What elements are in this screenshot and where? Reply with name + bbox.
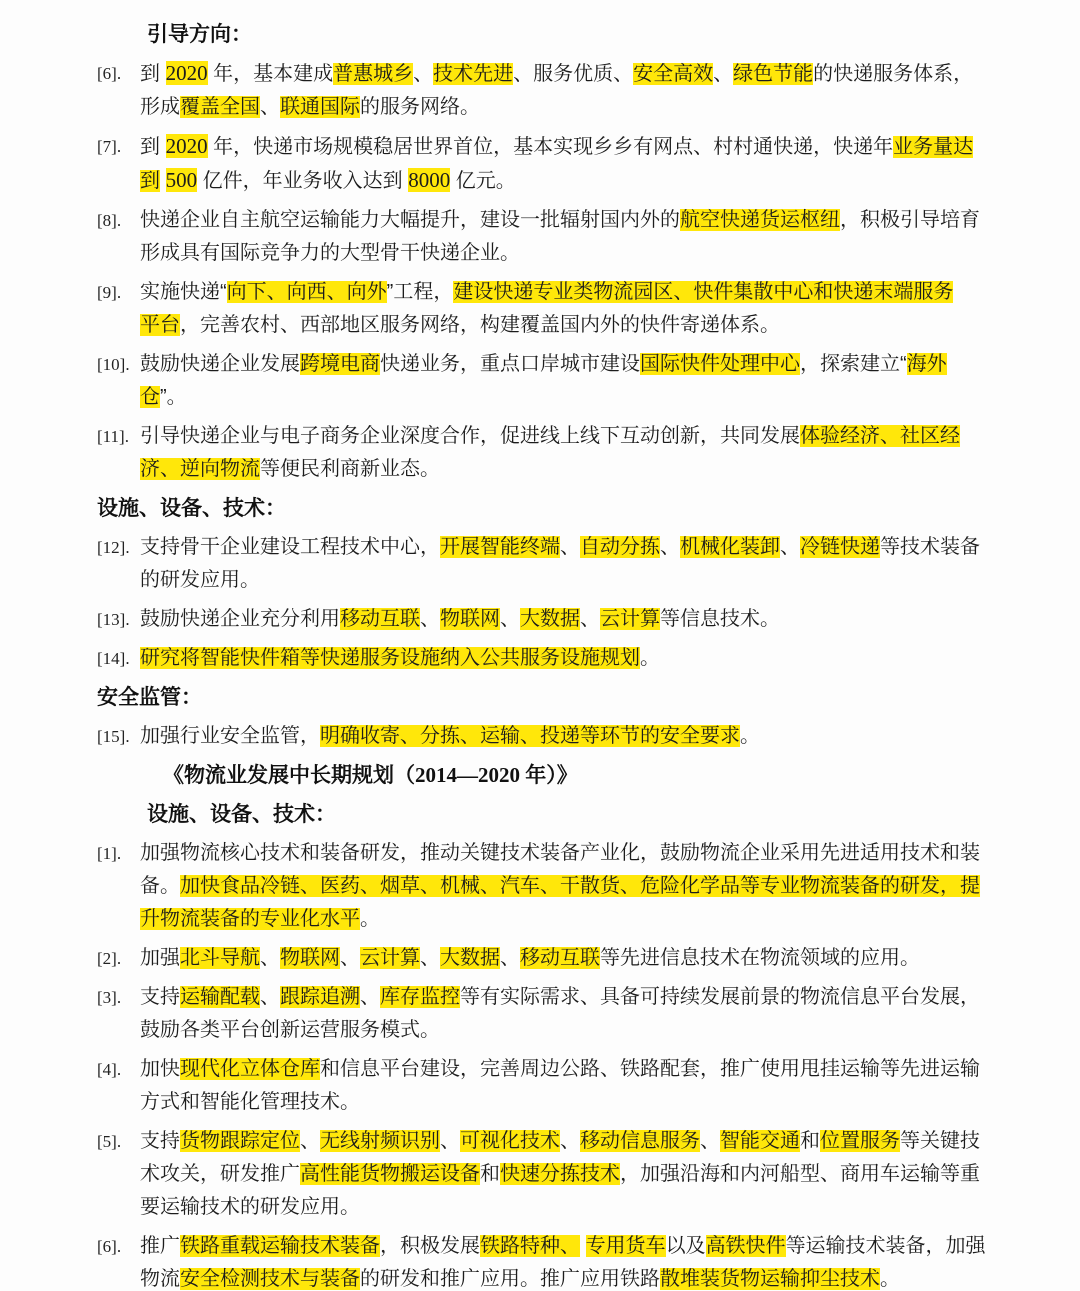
- item-text: [140, 642, 1010, 675]
- highlighted-text: 云计算: [600, 608, 660, 630]
- highlighted-text: 散堆装货物运输抑尘技术: [660, 1268, 880, 1290]
- highlighted-text: 技术先进: [433, 63, 514, 85]
- item-text: [140, 204, 1010, 270]
- item-text: [140, 57, 1010, 124]
- item-number: [7].: [97, 137, 122, 156]
- highlighted-text: 大数据: [520, 608, 580, 630]
- highlighted-text: 8000: [408, 168, 451, 192]
- text-line: [140, 903, 1010, 936]
- highlighted-text: 航空快递货运枢纽: [680, 209, 840, 231]
- highlighted-text: 海外: [906, 353, 947, 375]
- item-number: [3].: [97, 988, 122, 1007]
- highlighted-text: 位置服务: [820, 1130, 900, 1152]
- highlighted-text: 跨境电商: [300, 353, 380, 375]
- text: 备。: [140, 875, 180, 897]
- text: 要运输技术的研发应用。: [140, 1196, 360, 1218]
- text-line: [140, 603, 1010, 636]
- text-line: [140, 381, 1010, 414]
- text-line: [140, 1158, 1010, 1191]
- text: 鼓励各类平台创新运营服务模式。: [140, 1019, 440, 1041]
- text-line: [140, 57, 1010, 91]
- highlighted-text: 大数据: [440, 947, 500, 969]
- text: 的研发应用。: [140, 569, 260, 591]
- text-line: [140, 642, 1010, 675]
- document-body: [97, 18, 1010, 1291]
- list-item: [97, 720, 1010, 753]
- text: 等便民利商新业态。: [260, 458, 440, 480]
- text: 和: [480, 1163, 500, 1185]
- text-line: [140, 453, 1010, 486]
- text-line: [140, 164, 1010, 198]
- text-line: [140, 1014, 1010, 1047]
- item-text: [140, 720, 1010, 753]
- item-text: [140, 1053, 1010, 1119]
- text: 年，快递市场规模稳居世界首位，基本实现乡乡有网点、村村通快递，快递年: [207, 136, 894, 158]
- text-line: [140, 837, 1010, 870]
- text-line: [140, 1086, 1010, 1119]
- highlighted-text: 国际快件处理中心: [640, 353, 800, 375]
- highlighted-text: 移动信息服务: [580, 1130, 700, 1152]
- text: 、: [700, 1130, 720, 1152]
- highlighted-text: 济、逆向物流: [140, 458, 260, 480]
- text-line: [140, 348, 1010, 381]
- text-line: [140, 91, 1010, 124]
- highlighted-text: 体验经济、社区经: [800, 425, 960, 447]
- item-number: [5].: [97, 1132, 122, 1151]
- text: 、: [580, 608, 600, 630]
- list-item: [97, 57, 1010, 124]
- text: 等先进信息技术在物流领域的应用。: [600, 947, 920, 969]
- highlighted-text: 机械化装卸: [680, 536, 780, 558]
- item-text: [140, 981, 1010, 1047]
- text: 等技术装备: [880, 536, 980, 558]
- text-line: [140, 720, 1010, 753]
- item-number: [6].: [97, 1237, 122, 1256]
- highlighted-text: 覆盖全国: [180, 96, 260, 118]
- highlighted-text: 联通国际: [280, 96, 360, 118]
- text: ，加强沿海和内河船型、商用车运输等重: [620, 1163, 980, 1185]
- text: 支持骨干企业建设工程技术中心，: [140, 536, 440, 558]
- text-line: [140, 870, 1010, 903]
- text: 等关键技: [900, 1130, 980, 1152]
- section-heading: 设施、设备、技术：: [97, 497, 286, 520]
- text: 、: [260, 96, 280, 118]
- text-line: [140, 237, 1010, 270]
- item-text: [140, 276, 1010, 342]
- highlighted-text: 升物流装备的专业化水平: [140, 908, 360, 930]
- text-line: [140, 309, 1010, 342]
- text-line: [140, 942, 1010, 975]
- item-text: [140, 603, 1010, 636]
- text: 的快递服务体系，: [813, 63, 974, 85]
- highlighted-text: 移动互联: [340, 608, 420, 630]
- highlighted-text: 500: [165, 168, 198, 192]
- list-item: [97, 642, 1010, 675]
- highlighted-text: 研究将智能快件箱等快递服务设施纳入公共服务设施规划: [140, 647, 640, 669]
- text: 形成: [140, 96, 180, 118]
- text: 、: [360, 986, 380, 1008]
- highlighted-text: 自动分拣: [580, 536, 660, 558]
- text: 的服务网络。: [360, 96, 480, 118]
- item-number: [14].: [97, 649, 130, 668]
- item-number: [15].: [97, 727, 130, 746]
- text: 、: [300, 1130, 320, 1152]
- text-line: [140, 1053, 1010, 1086]
- highlighted-text: 普惠城乡: [333, 63, 414, 85]
- text: 等有实际需求、具备可持续发展前景的物流信息平台发展，: [460, 986, 980, 1008]
- highlighted-text: 2020: [165, 134, 208, 158]
- text: 以及: [665, 1235, 706, 1257]
- text: 。: [880, 1268, 900, 1290]
- text: 的研发和推广应用。推广应用铁路: [360, 1268, 660, 1290]
- item-number: [12].: [97, 538, 130, 557]
- text: ，积极引导培育: [840, 209, 980, 231]
- text: 、: [713, 63, 734, 85]
- list-item: [97, 276, 1010, 342]
- highlighted-text: 北斗导航: [180, 947, 260, 969]
- text: 加强: [140, 947, 180, 969]
- text: 、服务优质、: [513, 63, 634, 85]
- highlighted-text: 平台: [140, 314, 180, 336]
- text: 到: [140, 63, 166, 85]
- text: 术攻关，研发推广: [140, 1163, 300, 1185]
- text: 、: [560, 1130, 580, 1152]
- text-line: [140, 130, 1010, 164]
- text: 。: [640, 647, 660, 669]
- highlighted-text: 物联网: [440, 608, 500, 630]
- highlighted-text: 安全检测技术与装备: [180, 1268, 360, 1290]
- text: 、: [420, 947, 440, 969]
- highlighted-text: 业务量达: [893, 136, 974, 158]
- highlighted-text: 高性能货物搬运设备: [300, 1163, 480, 1185]
- text-line: [140, 1230, 1010, 1263]
- highlighted-text: 2020: [165, 61, 208, 85]
- text: 方式和智能化管理技术。: [140, 1091, 360, 1113]
- item-text: [140, 531, 1010, 597]
- text: 鼓励快递企业充分利用: [140, 608, 340, 630]
- item-number: [11].: [97, 427, 129, 446]
- text-line: [140, 204, 1010, 237]
- highlighted-text: 云计算: [360, 947, 420, 969]
- highlighted-text: 运输配载: [180, 986, 260, 1008]
- list-item: [97, 420, 1010, 486]
- item-number: [8].: [97, 211, 122, 230]
- text: 年，基本建成: [207, 63, 334, 85]
- section-heading: 引导方向：: [147, 23, 252, 46]
- text: 和: [800, 1130, 820, 1152]
- text: 快递业务，重点口岸城市建设: [380, 353, 640, 375]
- item-text: [140, 348, 1010, 414]
- text: 到: [140, 136, 166, 158]
- item-text: [140, 1125, 1010, 1224]
- text: 鼓励快递企业发展: [140, 353, 300, 375]
- list-item: [97, 981, 1010, 1047]
- document-title: 《物流业发展中长期规划（2014—2020 年）》: [163, 763, 578, 787]
- list-item: [97, 204, 1010, 270]
- item-text: [140, 942, 1010, 975]
- list-item: [97, 348, 1010, 414]
- text: 、: [660, 536, 680, 558]
- highlighted-text: 加快食品冷链、医药、烟草、机械、汽车、干散货、危险化学品等专业物流装备的研发，提: [180, 875, 980, 897]
- text: 物流: [140, 1268, 180, 1290]
- text: ，探索建立“: [800, 353, 907, 375]
- item-number: [6].: [97, 64, 122, 83]
- text: ，完善农村、西部地区服务网络，构建覆盖国内外的快件寄递体系。: [180, 314, 780, 336]
- text: 实施快递“: [140, 281, 227, 303]
- list-item: [97, 837, 1010, 936]
- item-number: [13].: [97, 610, 130, 629]
- highlighted-text: 移动互联: [520, 947, 600, 969]
- text: 加强物流核心技术和装备研发，推动关键技术装备产业化，鼓励物流企业采用先进适用技术和装: [140, 842, 980, 864]
- highlighted-text: 铁路重载运输技术装备: [180, 1235, 380, 1257]
- list-item: [97, 1125, 1010, 1224]
- text: 形成具有国际竞争力的大型骨干快递企业。: [140, 242, 520, 264]
- text: 亿件，年业务收入达到: [197, 170, 409, 192]
- section-heading: 安全监管：: [97, 686, 202, 709]
- text-line: [140, 1263, 1010, 1291]
- highlighted-text: 现代化立体仓库: [180, 1058, 320, 1080]
- text-line: [140, 1125, 1010, 1158]
- text: 、: [500, 947, 520, 969]
- list-item: [97, 1230, 1010, 1291]
- text: ”。: [160, 386, 187, 408]
- highlighted-text: 铁路特种、: [480, 1235, 580, 1257]
- highlighted-text: 可视化技术: [460, 1130, 560, 1152]
- text-line: [140, 564, 1010, 597]
- highlighted-text: 高铁快件: [705, 1235, 786, 1257]
- list-item: [97, 1053, 1010, 1119]
- text: 、: [440, 1130, 460, 1152]
- text-line: [140, 420, 1010, 453]
- item-number: [4].: [97, 1060, 122, 1079]
- highlighted-text: 库存监控: [380, 986, 460, 1008]
- highlighted-text: 货物跟踪定位: [180, 1130, 300, 1152]
- list-item: [97, 531, 1010, 597]
- highlighted-text: 到: [140, 170, 160, 192]
- text: 引导快递企业与电子商务企业深度合作，促进线上线下互动创新，共同发展: [140, 425, 800, 447]
- text: 支持: [140, 1130, 180, 1152]
- highlighted-text: 快速分拣技术: [500, 1163, 620, 1185]
- item-text: [140, 130, 1010, 198]
- text: 和信息平台建设，完善周边公路、铁路配套，推广使用甩挂运输等先进运输: [320, 1058, 980, 1080]
- highlighted-text: 仓: [140, 386, 160, 408]
- list-item: [97, 130, 1010, 198]
- highlighted-text: 冷链快递: [800, 536, 880, 558]
- highlighted-text: 专用货车: [585, 1235, 666, 1257]
- highlighted-text: 无线射频识别: [320, 1130, 440, 1152]
- item-number: [9].: [97, 283, 122, 302]
- text: 、: [340, 947, 360, 969]
- highlighted-text: 开展智能终端: [440, 536, 560, 558]
- text: ”工程，: [386, 281, 454, 303]
- text: 亿元。: [450, 170, 516, 192]
- section-heading: 设施、设备、技术：: [147, 803, 336, 826]
- list-item: [97, 603, 1010, 636]
- highlighted-text: 跟踪追溯: [280, 986, 360, 1008]
- text: 、: [780, 536, 800, 558]
- text: 、: [260, 947, 280, 969]
- highlighted-text: 智能交通: [720, 1130, 800, 1152]
- item-number: [10].: [97, 355, 130, 374]
- text: 加强行业安全监管，: [140, 725, 320, 747]
- text: 等信息技术。: [660, 608, 780, 630]
- item-text: [140, 420, 1010, 486]
- text: 快递企业自主航空运输能力大幅提升，建设一批辐射国内外的: [140, 209, 680, 231]
- text-line: [140, 276, 1010, 309]
- highlighted-text: 绿色节能: [733, 63, 814, 85]
- item-number: [1].: [97, 844, 122, 863]
- text: 加快: [140, 1058, 180, 1080]
- text: 等运输技术装备，加强: [785, 1235, 986, 1257]
- text: 。: [360, 908, 380, 930]
- text: 推广: [140, 1235, 180, 1257]
- list-item: [97, 942, 1010, 975]
- text: 、: [560, 536, 580, 558]
- text: [160, 170, 166, 192]
- item-number: [2].: [97, 949, 122, 968]
- text: 、: [420, 608, 440, 630]
- text: ，积极发展: [380, 1235, 480, 1257]
- item-text: [140, 1230, 1010, 1291]
- text: [580, 1235, 586, 1257]
- text-line: [140, 531, 1010, 564]
- highlighted-text: 安全高效: [633, 63, 714, 85]
- text: 。: [740, 725, 760, 747]
- text: 、: [260, 986, 280, 1008]
- text: 、: [500, 608, 520, 630]
- text-line: [140, 981, 1010, 1014]
- text: 支持: [140, 986, 180, 1008]
- highlighted-text: 明确收寄、分拣、运输、投递等环节的安全要求: [320, 725, 740, 747]
- text-line: [140, 1191, 1010, 1224]
- highlighted-text: 向下、向西、向外: [226, 281, 387, 303]
- highlighted-text: 建设快递专业类物流园区、快件集散中心和快递末端服务: [453, 281, 954, 303]
- text: 、: [413, 63, 434, 85]
- item-text: [140, 837, 1010, 936]
- highlighted-text: 物联网: [280, 947, 340, 969]
